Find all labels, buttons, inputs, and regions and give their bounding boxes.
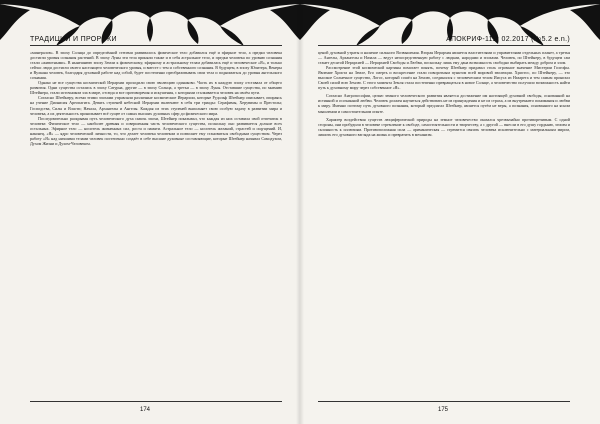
- page-number-left: 174: [140, 407, 151, 413]
- header-rule-left: [30, 45, 282, 46]
- paragraph: Рассмотрение этой космической картины помогает понять, почему Штейнер придавал столь огромное значение Мистерии Голгофы. Явление Христа на Земле, Его смерть и воскресение стали поворотным пунктом всей мировой эволюции. Христос, по Штейнеру, — это высокое Солнечное существо, Логос, который сошёл на Землю, соединился с человеческим телом Иисуса из Назарета и тем самым пронизал Своей силой всю Землю. С этого момента Земля стала постепенно превращаться в новое Солнце, а человечество получило возможность найти путь к духовному миру через собственное «Я».: [318, 65, 570, 91]
- header-rule-right: [318, 45, 570, 46]
- paragraph: Согласно Антропософии, целью земного человеческого развития является достижение им настоящей духовной свободы, основанной на истинной и осознанной любви. Человек должен научиться действовать не из принуждения и не из страха, а из внутреннего понимания и любви к миру. Именно поэтому путь духовного познания, который предлагал Штейнер, является путём не веры, а познания, основанного на ясном мышлении и самостоятельном опыте.: [318, 93, 570, 114]
- running-head-left: ТРАДИЦИИ И ПРОРОКИ: [30, 36, 117, 43]
- paragraph: Однако не все существа космической Иерархии проходили свою эволюцию одинаково. Часть их в каждую эпоху отставала от общего развития. Одни существа остались в эпоху Сатурна, другие — в эпоху Солнца, а третьи — в эпоху Луны. Отставшие существа, по мнению Штейнера, стали источником зла в мире, отсюда и все противоречия и искушения, с которыми сталкивается человек на своём пути.: [30, 80, 282, 96]
- footer-rule-left: [30, 401, 282, 402]
- paragraph: Последовательно раскрывая путь человеческого духа сквозь эпохи, Штейнер показывал, что каждая из них оставила свой отпечаток в человеке. Физическое тело — наиболее древняя и совершенная часть человеческого существа, поскольку оно развивается дольше всех остальных. Эфирное тело — носитель жизненных сил, роста и памяти. Астральное тело — носитель желаний, страстей и ощущений. И, наконец, «Я» — ядро человеческой личности, то, что делает человека человеком и позволяет ему становиться свободным существом. Через работу «Я» над низшими телами человек постепенно создаёт в себе высшие духовные составляющие, которые Штейнер называл Самодухом, Духом Жизни и Духом-Человеком.: [30, 115, 282, 146]
- body-text-right: [318, 50, 570, 137]
- running-head-right: АПОКРИФ-112: 02.2017 (№5.2 e.n.): [446, 36, 570, 43]
- footer-rule-right: [318, 401, 570, 402]
- paragraph: «минералов». В эпоху Солнца до определённой степени развивалось физическое тело добавился ещё и эфирное тело, а предки человека достигли уровня сознания растений. В эпоху Луны эти тела приняли также и в себя астральное тело, и предки человека по уровню сознания стали «животными». В нынешнюю эпоху Земли к физическому, эфирному и астральному телам добавилась ещё и человеческое «Я», и только сейчас люди достигли своего настоящего человеческого уровня, и вместе с тем и собственного сознания. В будущем, в эпоху Юпитера, Венеры и Вулкана человек, благодаря духовной работе над собой, будет постепенно преобразовывать свои тела и подниматься до уровня ангельского сознания.: [30, 50, 282, 81]
- paragraph: ценой духовной утраты и наличие сильного Возвышения. Вторая Иерархия является властителями и управителями отдельных планет, а третья — Ангелы, Архангелы и Начала — ведут непосредственную работу с людьми, народами и эпохами. Человек, по Штейнеру, в будущем сам станет десятой Иерархией — Иерархией Свободы и Любви, поскольку лишь ему дана возможность свободно выбирать между добром и злом.: [318, 50, 570, 66]
- right-page: [300, 0, 600, 424]
- book-gutter-shadow: [296, 0, 304, 424]
- page-number-right: 175: [438, 407, 449, 413]
- body-text-left: [30, 50, 282, 146]
- paragraph: Характер воздействия существ люциферической природы на земное человечество оказался чрезвычайно противоречивым. С одной стороны, они пробудили в человеке стремление к свободе, самостоятельности и творчеству, а с другой — внесли в его душу гордыню, эгоизм и склонность к иллюзиям. Противоположная сила — ариманическая — стремится связать человека исключительно с материальным миром, лишить его духовного взгляда на жизнь и превратить в механизм.: [318, 116, 570, 137]
- paragraph: Согласно Штейнеру, всеми этими эпохами управляли различные космические Иерархии, которые Рудольф Штейнер описывает, опираясь на учение Дионисия Ареопагита. Девять ступеней небесной Иерархии включают в себя три триады: Серафимы, Херувимы и Престолы; Господства, Силы и Власти; Начала, Архангелы и Ангелы. Каждая из этих ступеней выполняет свою особую задачу в развитии мира и человека, а их деятельность пронизывает всё сущее от самых высших духовных сфер до физического мира.: [30, 95, 282, 116]
